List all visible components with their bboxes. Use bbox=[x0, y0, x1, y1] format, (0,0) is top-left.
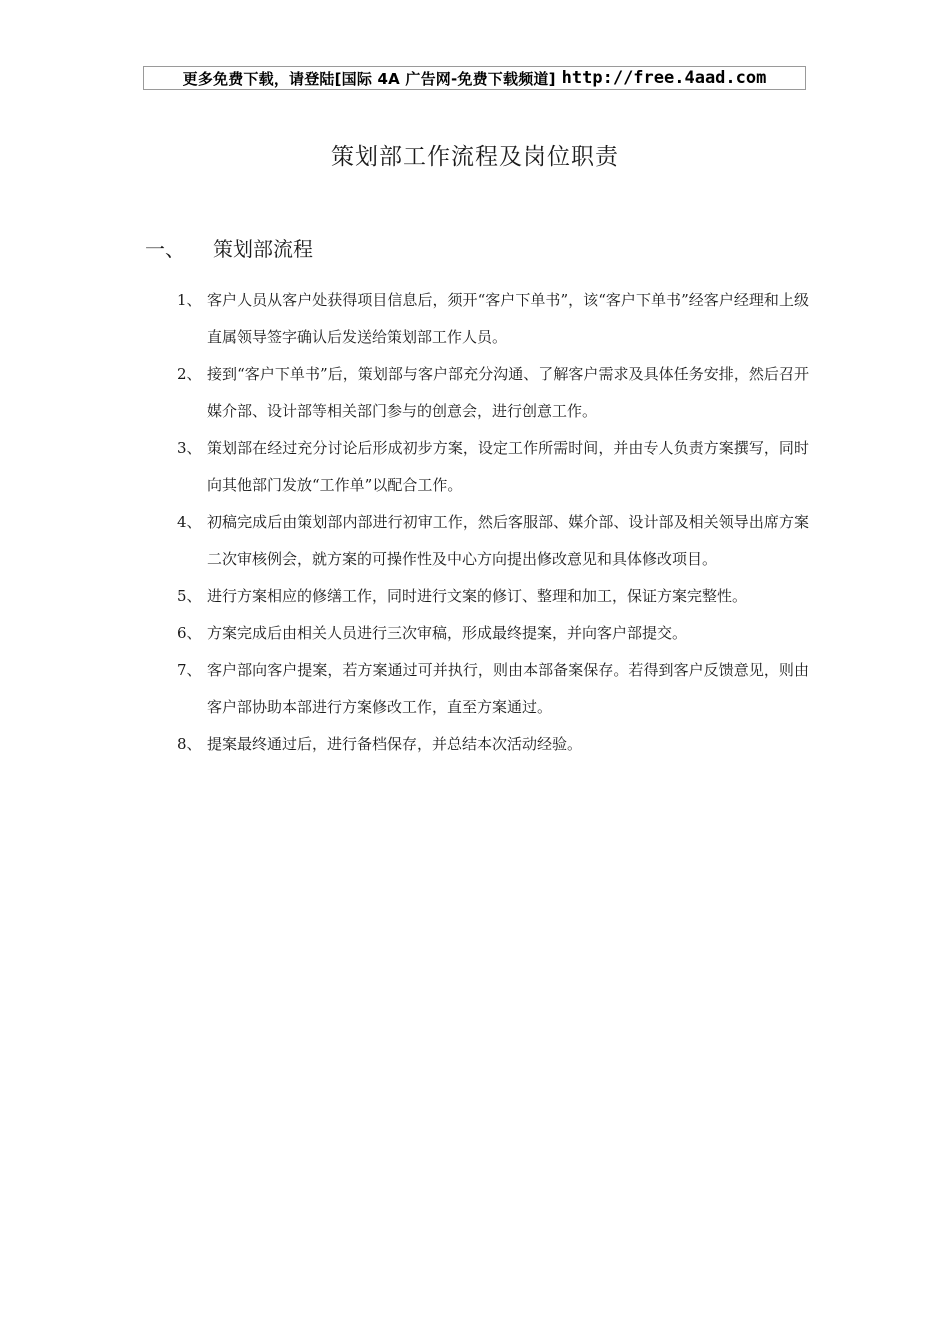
step-text: 方案完成后由相关人员进行三次审稿，形成最终提案，并向客户部提交。 bbox=[207, 624, 688, 642]
step-number: 1、 bbox=[177, 291, 202, 309]
step-text: 提案最终通过后，进行备档保存，并总结本次活动经验。 bbox=[207, 735, 583, 753]
step-number: 4、 bbox=[177, 513, 202, 531]
step-number: 2、 bbox=[177, 365, 202, 383]
step-number: 8、 bbox=[177, 735, 202, 753]
document-title: 策划部工作流程及岗位职责 bbox=[331, 144, 619, 170]
list-item bbox=[177, 652, 809, 726]
step-number: 6、 bbox=[177, 624, 202, 642]
step-text: 进行方案相应的修缮工作，同时进行文案的修订、整理和加工，保证方案完整性。 bbox=[207, 587, 748, 605]
process-steps-list bbox=[177, 282, 809, 763]
list-item bbox=[177, 615, 809, 652]
banner-url-link[interactable]: http://free.4aad.com bbox=[561, 68, 767, 88]
section-number: 一、 bbox=[145, 237, 185, 261]
step-text: 接到“客户下单书”后，策划部与客户部充分沟通、了解客户需求及具体任务安排，然后召开媒介部、设计部等相关部门参与的创意会，进行创意工作。 bbox=[207, 365, 809, 420]
list-item bbox=[177, 356, 809, 430]
list-item bbox=[177, 578, 809, 615]
step-text: 初稿完成后由策划部内部进行初审工作，然后客服部、媒介部、设计部及相关领导出席方案二次审核例会，就方案的可操作性及中心方向提出修改意见和具体修改项目。 bbox=[207, 513, 809, 568]
list-item bbox=[177, 726, 809, 763]
section-title: 策划部流程 bbox=[213, 237, 313, 261]
section-heading bbox=[145, 233, 313, 262]
download-banner[interactable] bbox=[143, 66, 806, 90]
list-item bbox=[177, 282, 809, 356]
list-item bbox=[177, 504, 809, 578]
step-number: 5、 bbox=[177, 587, 202, 605]
banner-text: 更多免费下载，请登陆[国际 4A 广告网-免费下载频道] bbox=[182, 69, 556, 88]
step-text: 客户部向客户提案，若方案通过可并执行，则由本部备案保存。若得到客户反馈意见，则由客户部协助本部进行方案修改工作，直至方案通过。 bbox=[207, 661, 809, 716]
list-item bbox=[177, 430, 809, 504]
step-text: 客户人员从客户处获得项目信息后，须开“客户下单书”，该“客户下单书”经客户经理和上级直属领导签字确认后发送给策划部工作人员。 bbox=[207, 291, 809, 346]
step-text: 策划部在经过充分讨论后形成初步方案，设定工作所需时间，并由专人负责方案撰写，同时向其他部门发放“工作单”以配合工作。 bbox=[207, 439, 809, 494]
step-number: 3、 bbox=[177, 439, 202, 457]
step-number: 7、 bbox=[177, 661, 202, 679]
